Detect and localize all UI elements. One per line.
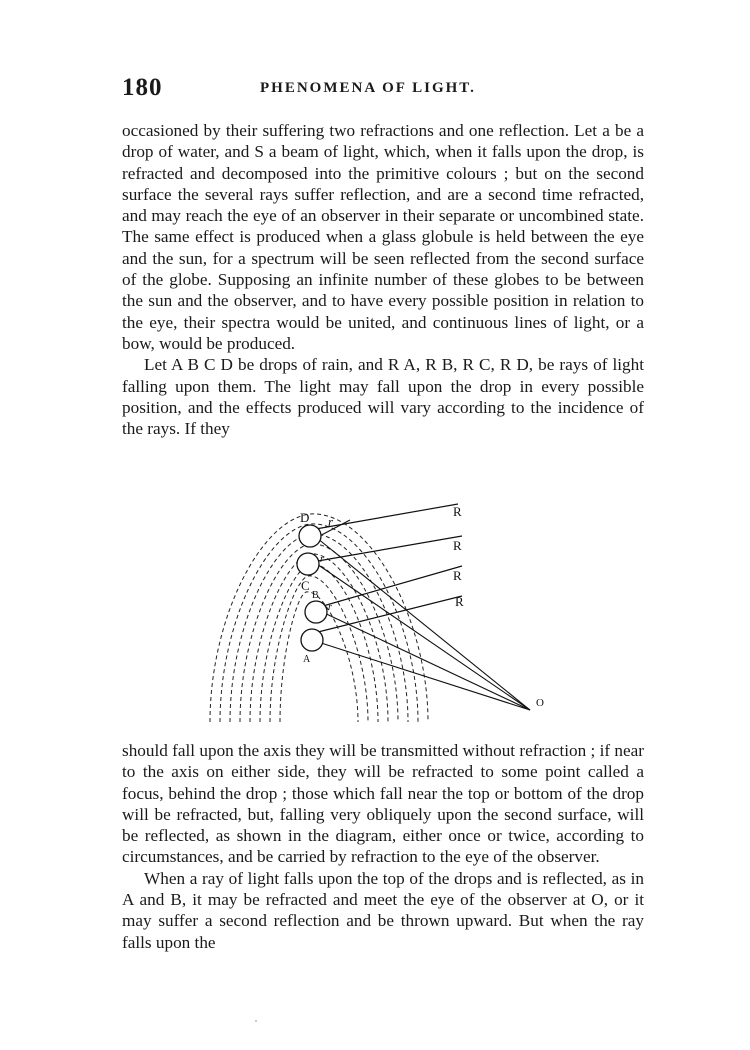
label-o: O <box>536 697 544 709</box>
label-r-d: r <box>328 514 334 529</box>
paragraph: When a ray of light falls upon the top of the drops and is reflected, as in A and B, it may be refracted and meet the eye of the observer at O, or it may suffer a second reflection and be thrown upward. But when the ray falls upon the <box>122 868 644 952</box>
rainbow-diagram <box>200 500 560 736</box>
label-r-b: r <box>328 602 332 613</box>
page-speck <box>255 1020 257 1022</box>
paragraph: should fall upon the axis they will be transmitted without refraction ; if near to the axis on either side, they will be refracted to some point called a focus, behind the drop ; those which fall near the top or bottom of the drop will be refracted, but, falling very obliquely upon the second surface, will be reflected, as shown in the diagram, either once or twice, according to circumstances, and be carried by refraction to the eye of the observer. <box>122 741 644 867</box>
drop-c-upper <box>297 553 319 575</box>
drop-a <box>301 629 323 651</box>
label-r-2: R <box>453 538 462 553</box>
page-header <box>122 74 642 108</box>
page-number: 180 <box>122 74 163 101</box>
label-r-1: R <box>453 504 462 519</box>
paragraph: Let A B C D be drops of rain, and R A, R B, R C, R D, be rays of light falling upon them. The light may fall upon the drop in every possible position, and the effects produced will vary according to the incidence of the rays. If they <box>122 355 644 439</box>
label-b: B <box>312 590 319 601</box>
label-r-4: R <box>455 594 464 609</box>
label-r-c: r <box>320 554 324 565</box>
text-block-top <box>122 120 644 439</box>
running-title: PHENOMENA OF LIGHT. <box>260 80 476 96</box>
label-c: C <box>301 578 310 593</box>
drop-d <box>299 525 321 547</box>
text-block-bottom <box>122 740 644 953</box>
label-r-3: R <box>453 568 462 583</box>
drop-b <box>305 601 327 623</box>
label-a: A <box>303 654 311 665</box>
paragraph: occasioned by their suffering two refractions and one reflection. Let a be a drop of water, and S a beam of light, which, when it falls upon the drop, is refracted and decomposed into the primitive colours ; but on the second surface the several rays suffer reflection, and are a second time refracted, and may reach the eye of an observer in their separate or uncombined state. The same effect is produced when a glass globule is held between the eye and the sun, for a spectrum will be seen reflected from the second surface of the globe. Supposing an infinite number of these globes to be between the sun and the observer, and to have every possible position in relation to the eye, their spectra would be united, and continuous lines of light, or a bow, would be produced. <box>122 121 644 353</box>
label-d: D <box>300 510 310 525</box>
